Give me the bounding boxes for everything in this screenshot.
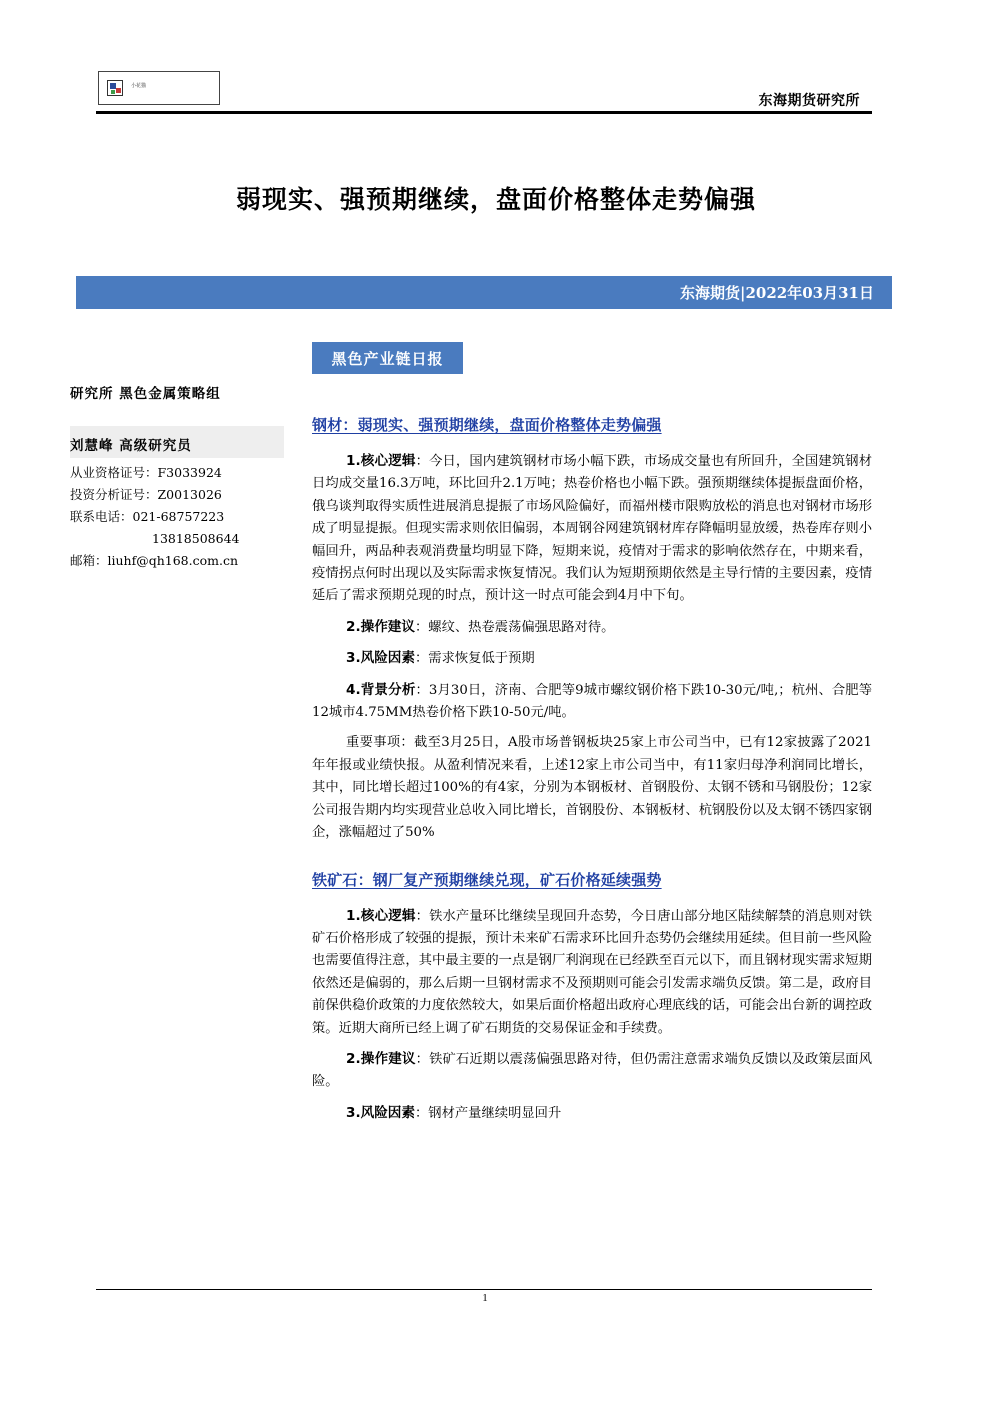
analyst-contact [70,462,284,572]
report-body [312,414,872,1125]
section-title-steel[interactable]: 钢材：弱现实、强预期继续，盘面价格整体走势偏强 [312,416,662,434]
logo-caption: 小花猫 [131,83,147,89]
logo-icon [107,80,123,96]
steel-risk [312,647,872,670]
ore-advice-text: ：铁矿石近期以震荡偏强思路对待，但仍需注意需求端负反馈以及政策层面风险。 [312,1051,873,1090]
page-number: 1 [482,1292,488,1304]
steel-advice [312,616,872,639]
steel-core-logic-text: ：今日，国内建筑钢材市场小幅下跌，市场成交量也有所回升，全国建筑钢材日均成交量16.3万吨，环比回升2.1万吨；热卷价格也小幅下跌。强预期继续体提振盘面价格，俄乌谈判取得实质性进展消息提振了市场风险偏好，而福州楼市限购放松的消息也对钢材市场形成了明显提振。但现实需求则依旧偏弱，本周钢谷网建筑钢材库存降幅明显放缓，热卷库存则小幅回升，两品种表观消费量均明显下降，短期来说，疫情对于需求的影响依然存在，中期来看，疫情拐点何时出现以及实际需求恢复情况。我们认为短期预期依然是主导行情的主要因素，疫情延后了需求预期兑现的时点，预计这一时点可能会到4月中下旬。 [312,454,873,604]
ore-risk-text: ：钢材产量继续明显回升 [415,1105,562,1121]
page-title: 弱现实、强预期继续，盘面价格整体走势偏强 [235,185,756,214]
mobile-number: 13818508644 [152,531,240,546]
header-divider [96,111,872,114]
ore-advice [312,1048,872,1094]
company-logo [98,71,220,105]
ore-core-logic [312,905,872,1040]
steel-advice-label: 2.操作建议 [346,618,415,635]
steel-core-logic-label: 1.核心逻辑 [346,453,416,469]
qualification-number: 从业资格证号：F3033924 [70,465,222,480]
header-brand: 东海期货研究所 [758,93,860,109]
steel-background [312,679,872,725]
report-type-tag [312,342,463,374]
author-sidebar [70,382,284,572]
steel-risk-text: ：需求恢复低于预期 [415,651,535,667]
steel-key-events: 重要事项：截至3月25日，A股市场普钢板块25家上市公司当中，已有12家披露了2021年年报或业绩快报。从盈利情况来看，上述12家上市公司当中，有11家归母净利润同比增长，其中，同比增长超过100%的有4家，分别为本钢板材、首钢股份、太钢不锈和马钢股份；12家公司报告期内均实现营业总收入同比增长，首钢股份、本钢板材、杭钢股份以及太钢不锈四家钢企，涨幅超过了50% [312,735,872,841]
research-group: 研究所 黑色金属策略组 [70,386,221,402]
advisory-number: 投资分析证号：Z0013026 [70,487,222,502]
ore-advice-label: 2.操作建议 [346,1050,416,1067]
steel-background-label: 4.背景分析 [346,681,416,698]
phone-number: 联系电话：021-68757223 [70,509,225,524]
report-type-label: 黑色产业链日报 [331,349,444,368]
footer-divider [96,1289,872,1290]
steel-core-logic [312,450,872,608]
date-banner-text: 东海期货|2022年03月31日 [680,284,874,302]
analyst-name: 刘慧峰 高级研究员 [70,426,284,458]
steel-advice-text: ：螺纹、热卷震荡偏强思路对待。 [415,619,615,635]
ore-risk [312,1102,872,1125]
ore-risk-label: 3.风险因素 [346,1104,415,1121]
section-title-iron-ore[interactable]: 铁矿石：钢厂复产预期继续兑现，矿石价格延续强势 [312,870,662,889]
steel-risk-label: 3.风险因素 [346,650,415,667]
ore-core-logic-label: 1.核心逻辑 [346,907,416,924]
email-address[interactable]: 邮箱：liuhf@qh168.com.cn [70,553,239,568]
date-banner [76,276,892,309]
ore-core-logic-text: ：铁水产量环比继续呈现回升态势，今日唐山部分地区陆续解禁的消息则对铁矿石价格形成了较强的提振，预计未来矿石需求环比回升态势仍会继续用延续。但目前一些风险也需要值得注意，其中最主要的一点是钢厂利润现在已经跌至百元以下，而且钢材现实需求短期依然还是偏弱的，那么后期一旦钢材需求不及预期则可能会引发需求端负反馈。第二是，政府目前保供稳价政策的力度依然较大，如果后面价格超出政府心理底线的话，可能会出台新的调控政策。近期大商所已经上调了矿石期货的交易保证金和手续费。 [312,908,873,1036]
steel-background-text: ：3月30日，济南、合肥等9城市螺纹钢价格下跌10-30元/吨,；杭州、合肥等12城市4.75MM热卷价格下跌10-50元/吨。 [312,682,872,721]
